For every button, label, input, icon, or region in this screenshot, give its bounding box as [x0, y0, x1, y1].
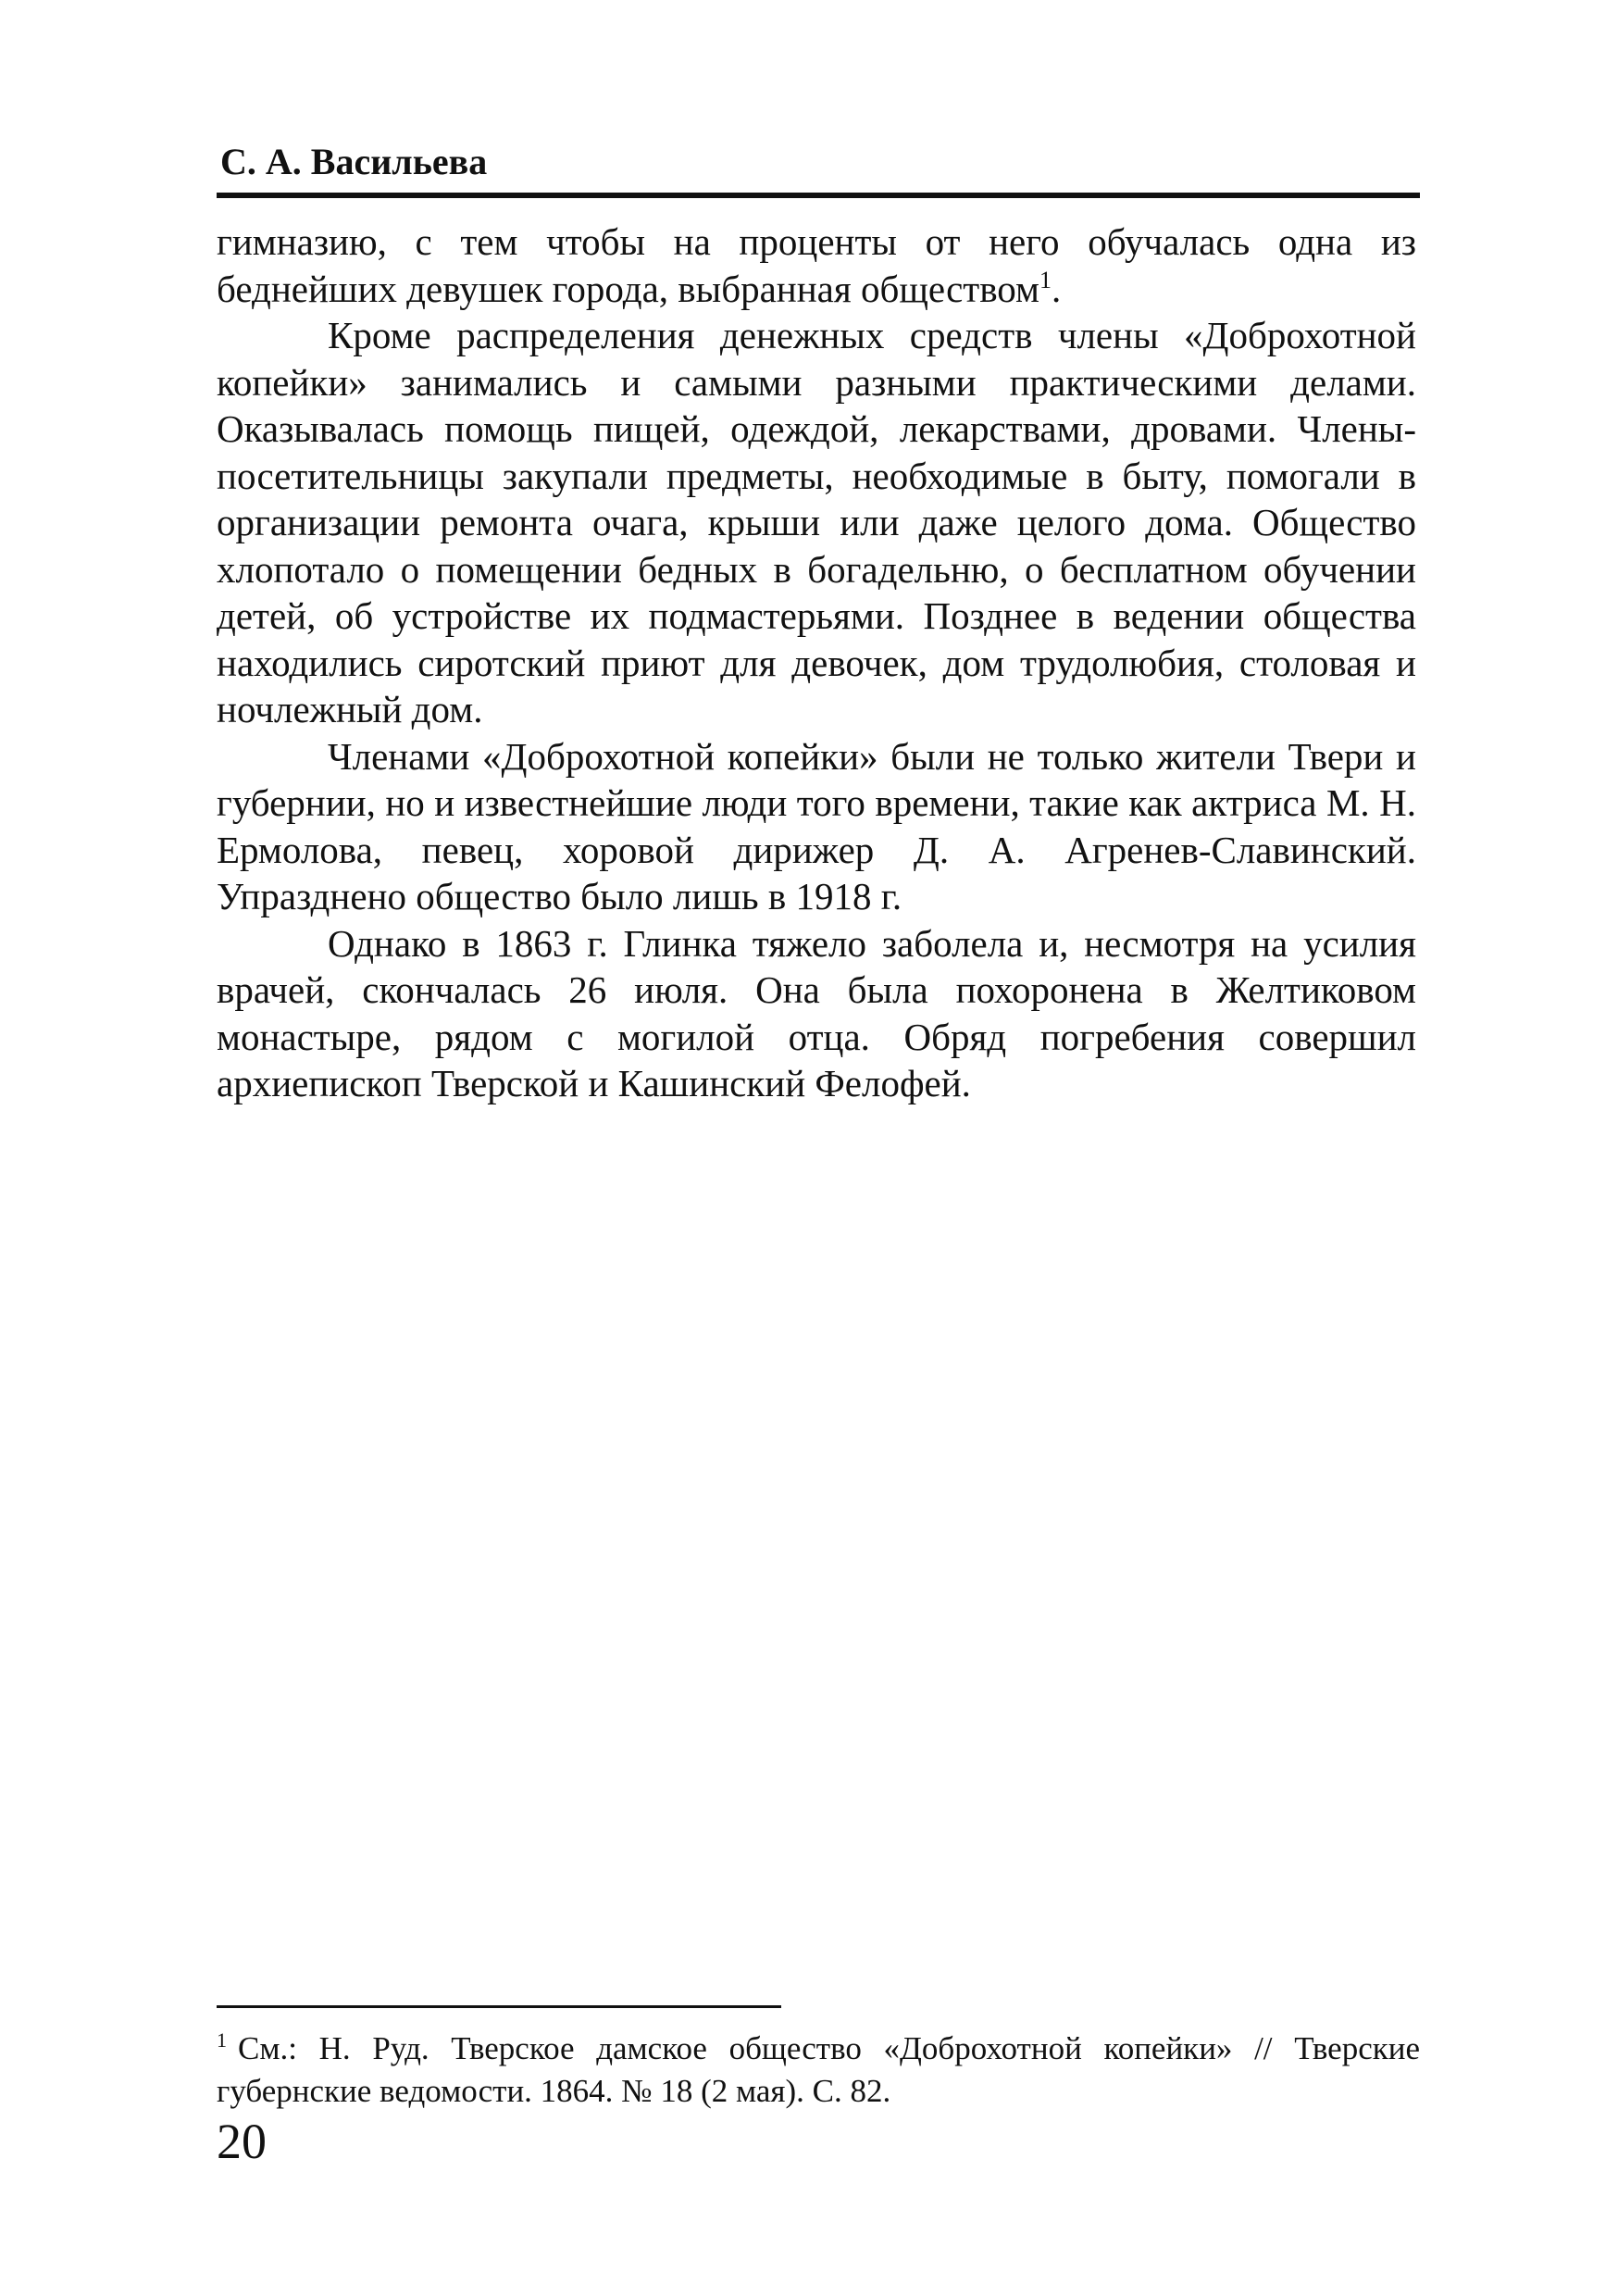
paragraph-1-text: гимназию, с тем чтобы на проценты от него обучалась одна из беднейших девушек города, выбранная обществом [217, 220, 1416, 310]
footnote-number: 1 [217, 2028, 227, 2052]
paragraph-2: Кроме распределения денежных средств члены «Доброхотной копейки» занимались и самыми разными практическими делами. Оказывалась помощь пищей, одеждой, лекарствами, дровами. Члены-посетительницы закупали предметы, необходимые в быту, помогали в организации ремонта очага, крыши или даже целого дома. Общество хлопотало о помещении бедных в богадельню, о бесплатном обучении детей, об устройстве их подмастерьями. Позднее в ведении общества находились сиротский приют для девочек, дом трудолюбия, столовая и ночлежный дом. [217, 314, 1416, 730]
footnote-text: См.: Н. Руд. Тверское дамское общество «Доброхотной копейки» // Тверские губернские ведомости. 1864. № 18 (2 мая). С. 82. [217, 2030, 1420, 2109]
paragraph-4: Однако в 1863 г. Глинка тяжело заболела и, несмотря на усилия врачей, скончалась 26 июля. Она была похоронена в Желтиковом монастыре, рядом с могилой отца. Обряд погребения совершил архиепископ Тверской и Кашинский Фелофей. [217, 921, 1416, 1104]
paragraph-1 [217, 218, 1416, 312]
footnote-separator [217, 2005, 781, 2008]
page-number: 20 [217, 2114, 267, 2169]
paragraph-1-end: . [1051, 267, 1062, 310]
paragraph-3: Членами «Доброхотной копейки» были не только жители Твери и губернии, но и известнейшие люди того времени, такие как актриса М. Н. Ермолова, певец, хоровой дирижер Д. А. Агренев-Славинский. Упразднено общество было лишь в 1918 г. [217, 734, 1416, 917]
header-author: С. А. Васильева [220, 141, 488, 182]
footnote-reference[interactable]: 1 [1039, 266, 1052, 293]
footnote [217, 2028, 1420, 2113]
running-header [217, 137, 1420, 198]
main-text [217, 218, 1416, 1107]
